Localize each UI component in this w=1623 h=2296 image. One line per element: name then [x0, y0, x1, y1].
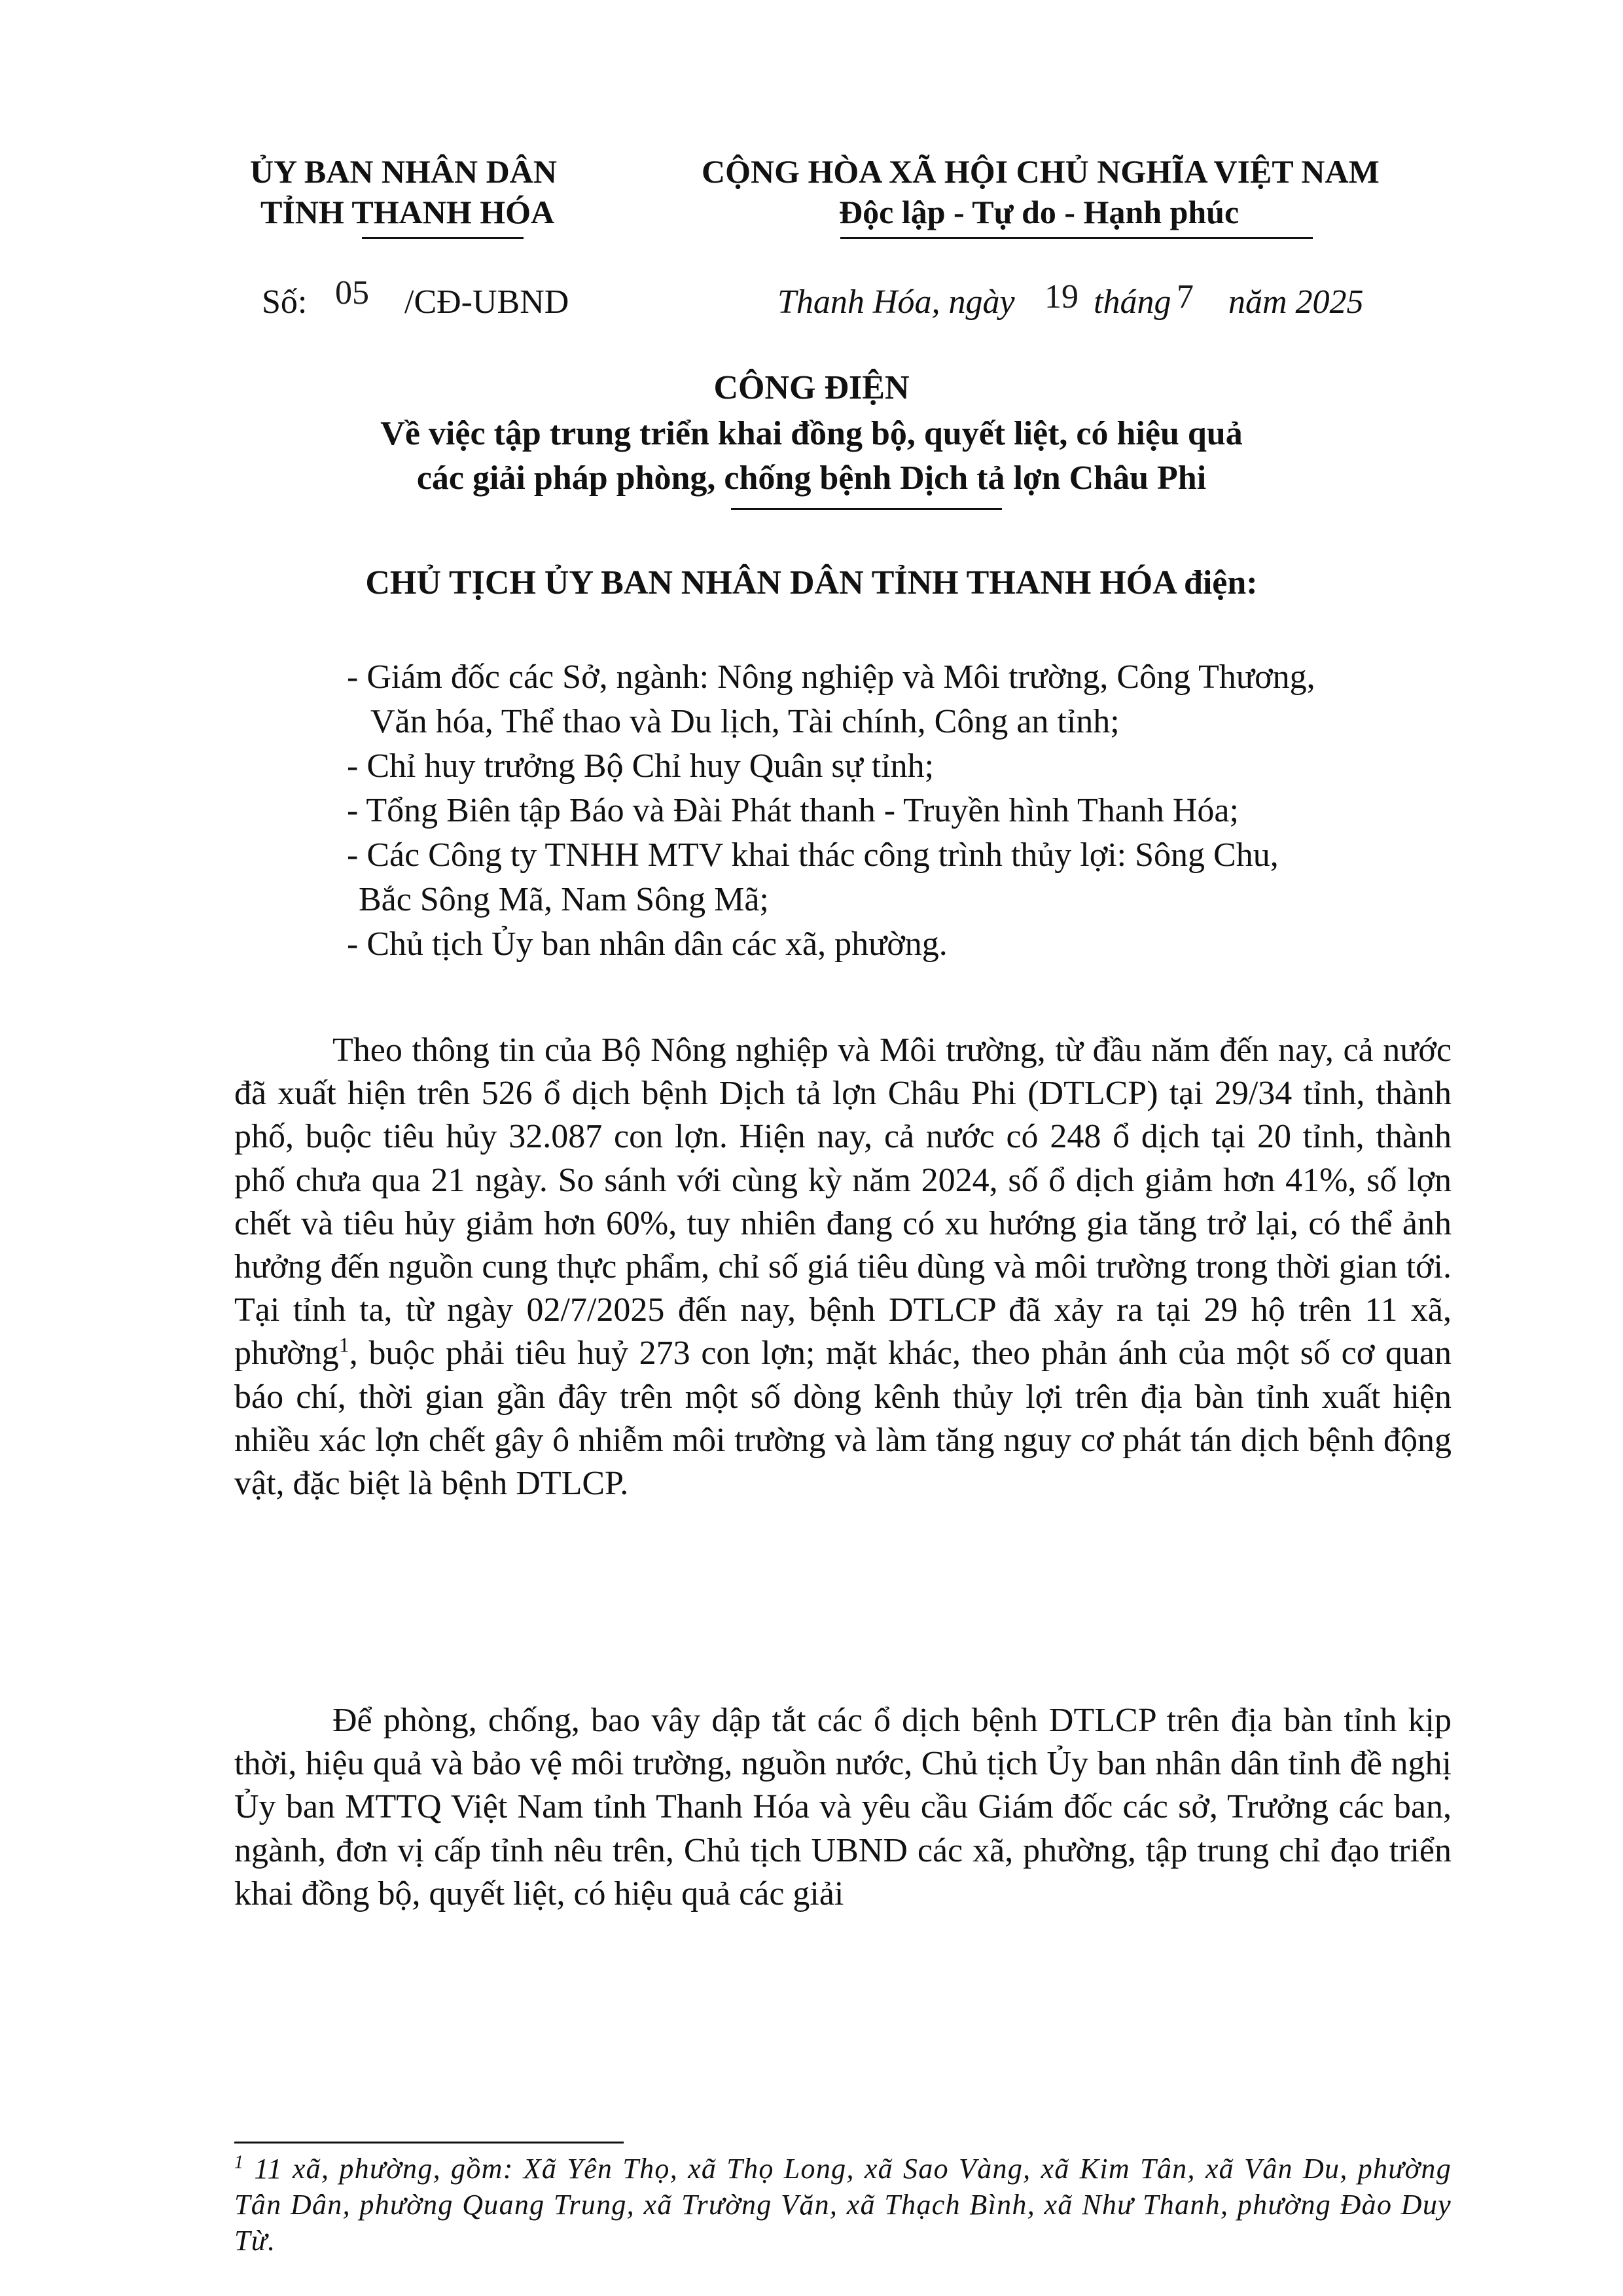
motto-underline	[840, 237, 1313, 239]
agency-name-line2: TỈNH THANH HÓA	[260, 194, 555, 230]
document-number-suffix: /CĐ-UBND	[404, 283, 569, 321]
recipient-item: - Chỉ huy trưởng Bộ Chỉ huy Quân sự tỉnh;	[347, 747, 935, 785]
national-motto: Độc lập - Tự do - Hạnh phúc	[839, 194, 1240, 230]
recipient-item: Bắc Sông Mã, Nam Sông Mã;	[359, 881, 769, 918]
date-year: năm 2025	[1228, 283, 1364, 321]
agency-name-line1: ỦY BAN NHÂN DÂN	[250, 153, 557, 190]
document-number: 05	[335, 274, 369, 312]
recipient-item: - Giám đốc các Sở, ngành: Nông nghiệp và Môi trường, Công Thương,	[347, 658, 1315, 696]
subject-line-2: các giải pháp phòng, chống bệnh Dịch tả lợn Châu Phi	[416, 459, 1207, 497]
paragraph-1-text-continued: , buộc phải tiêu huỷ 273 con lợn; mặt khác, theo phản ánh của một số cơ quan báo chí, thời gian gần đây trên một số dòng kênh thủy lợi trên địa bàn tỉnh xuất hiện nhiều xác lợn chết gây ô nhiễm môi trường và làm tăng nguy cơ phát tán dịch bệnh động vật, đặc biệt là bệnh DTLCP.	[234, 1335, 1452, 1503]
paragraph-2-text: Để phòng, chống, bao vây dập tắt các ổ dịch bệnh DTLCP trên địa bàn tỉnh kịp thời, hiệu quả và bảo vệ môi trường, nguồn nước, Chủ tịch Ủy ban nhân dân tỉnh đề nghị Ủy ban MTTQ Việt Nam tỉnh Thanh Hóa và yêu cầu Giám đốc các sở, Trưởng các ban, ngành, đơn vị cấp tỉnh nêu trên, Chủ tịch UBND các xã, phường, tập trung chỉ đạo triển khai đồng bộ, quyết liệt, có hiệu quả các giải	[234, 1702, 1452, 1912]
agency-underline	[362, 237, 524, 239]
footnote-text: 11 xã, phường, gồm: Xã Yên Thọ, xã Thọ Long, xã Sao Vàng, xã Kim Tân, xã Vân Du, phường Tân Dân, phường Quang Trung, xã Trường Văn, xã Thạch Bình, xã Như Thanh, phường Đào Duy Từ.	[234, 2153, 1452, 2257]
body-paragraph-2	[234, 1699, 1452, 1916]
recipient-item: - Chủ tịch Ủy ban nhân dân các xã, phường.	[347, 925, 948, 963]
recipient-item: - Tổng Biên tập Báo và Đài Phát thanh - Truyền hình Thanh Hóa;	[347, 792, 1239, 829]
footnote	[234, 2151, 1452, 2259]
national-title: CỘNG HÒA XÃ HỘI CHỦ NGHĨA VIỆT NAM	[702, 153, 1380, 190]
date-month-label: tháng	[1094, 283, 1171, 321]
recipient-item: - Các Công ty TNHH MTV khai thác công trình thủy lợi: Sông Chu,	[347, 836, 1279, 874]
body-paragraph-1	[234, 1029, 1452, 1505]
footnote-reference: 1	[338, 1333, 349, 1357]
subject-line-1: Về việc tập trung triển khai đồng bộ, quyết liệt, có hiệu quả	[380, 415, 1243, 452]
subject-underline	[731, 508, 1002, 510]
recipient-item: Văn hóa, Thể thao và Du lịch, Tài chính, Công an tỉnh;	[370, 703, 1120, 740]
sender-line: CHỦ TỊCH ỦY BAN NHÂN DÂN TỈNH THANH HÓA điện:	[365, 564, 1258, 601]
date-month: 7	[1177, 278, 1194, 315]
date-place: Thanh Hóa, ngày	[777, 283, 1015, 321]
date-day: 19	[1044, 278, 1079, 315]
document-type-title: CÔNG ĐIỆN	[713, 369, 910, 406]
paragraph-1-text: Theo thông tin của Bộ Nông nghiệp và Môi trường, từ đầu năm đến nay, cả nước đã xuất hiện trên 526 ổ dịch bệnh Dịch tả lợn Châu Phi (DTLCP) tại 29/34 tỉnh, thành phố, buộc tiêu hủy 32.087 con lợn. Hiện nay, cả nước có 248 ổ dịch tại 20 tỉnh, thành phố chưa qua 21 ngày. So sánh với cùng kỳ năm 2024, số ổ dịch giảm hơn 41%, số lợn chết và tiêu hủy giảm hơn 60%, tuy nhiên đang có xu hướng gia tăng trở lại, có thể ảnh hưởng đến nguồn cung thực phẩm, chỉ số giá tiêu dùng và môi trường trong thời gian tới. Tại tỉnh ta, từ ngày 02/7/2025 đến nay, bệnh DTLCP đã xảy ra tại 29 hộ trên 11 xã, phường	[234, 1031, 1452, 1372]
footnote-marker: 1	[234, 2152, 245, 2173]
footnote-separator	[234, 2142, 624, 2144]
document-number-prefix: Số:	[262, 283, 308, 321]
